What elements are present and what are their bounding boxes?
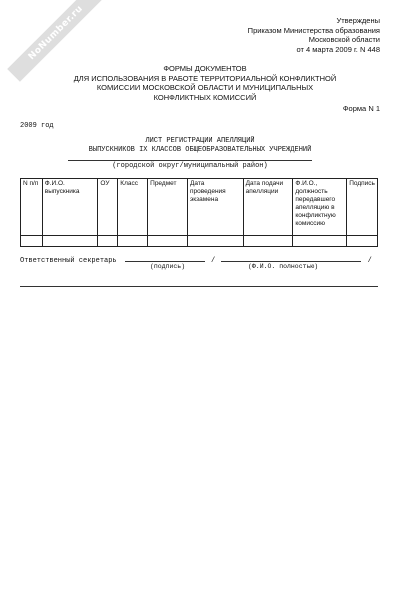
title-line: КОНФЛИКТНЫХ КОМИССИЙ: [153, 92, 257, 102]
table-cell: [42, 236, 98, 247]
registration-table: [20, 178, 378, 247]
table-row: [21, 236, 378, 247]
signature-separator: /: [367, 257, 372, 265]
table-cell: [118, 236, 148, 247]
sheet-title-line: ВЫПУСКНИКОВ IX КЛАССОВ ОБЩЕОБРАЗОВАТЕЛЬНЫХ УЧРЕЖДЕНИЙ: [88, 146, 312, 154]
name-line: [221, 253, 361, 262]
name-caption: (Ф.И.О. полностью): [248, 263, 319, 270]
form-number: Форма N 1: [342, 104, 380, 113]
header-cell: Подпись: [347, 179, 378, 236]
approval-block: [180, 16, 380, 54]
table-cell: [293, 236, 347, 247]
watermark: NoNumber.ru: [7, 0, 105, 82]
header-cell: Класс: [118, 179, 148, 236]
approval-line: Приказом Министерства образования: [247, 25, 380, 35]
approval-line: Утверждены: [336, 16, 380, 25]
header-cell: Ф.И.О., должность передавшего апелляцию в конфликтную комиссию: [293, 179, 347, 236]
table-cell: [243, 236, 293, 247]
title-line: КОМИССИИ МОСКОВСКОЙ ОБЛАСТИ И МУНИЦИПАЛЬНЫХ: [96, 83, 314, 92]
header-cell: Дата подачи апелляции: [243, 179, 293, 236]
signature-caption: (подпись): [150, 263, 186, 270]
header-cell: N п/п: [21, 179, 43, 236]
signature-row: [20, 253, 372, 265]
signature-label: Ответственный секретарь: [20, 257, 117, 265]
approval-line: от 4 марта 2009 г. N 448: [296, 44, 380, 54]
signature-separator: /: [211, 257, 216, 265]
district-line: [68, 160, 312, 161]
table-cell: [98, 236, 118, 247]
title-line: ФОРМЫ ДОКУМЕНТОВ: [163, 64, 247, 73]
sheet-title-line: ЛИСТ РЕГИСТРАЦИИ АПЕЛЛЯЦИЙ: [145, 137, 255, 145]
year-label: 2009 год: [20, 122, 54, 130]
table-cell: [148, 236, 188, 247]
table-cell: [347, 236, 378, 247]
sheet-title: [50, 137, 350, 155]
table-header-row: [21, 179, 378, 236]
header-cell: Ф.И.О. выпускника: [42, 179, 98, 236]
table-cell: [21, 236, 43, 247]
approval-line: Московской области: [308, 35, 380, 44]
title-line: ДЛЯ ИСПОЛЬЗОВАНИЯ В РАБОТЕ ТЕРРИТОРИАЛЬНОЙ КОНФЛИКТНОЙ: [73, 73, 337, 83]
header-cell: Дата проведения экзамена: [187, 179, 243, 236]
signature-line: [125, 253, 205, 262]
document-title: [50, 64, 360, 102]
header-cell: ОУ: [98, 179, 118, 236]
bottom-rule: [20, 286, 378, 287]
district-caption: (городской округ/муниципальный район): [112, 162, 268, 170]
table-cell: [187, 236, 243, 247]
header-cell: Предмет: [148, 179, 188, 236]
